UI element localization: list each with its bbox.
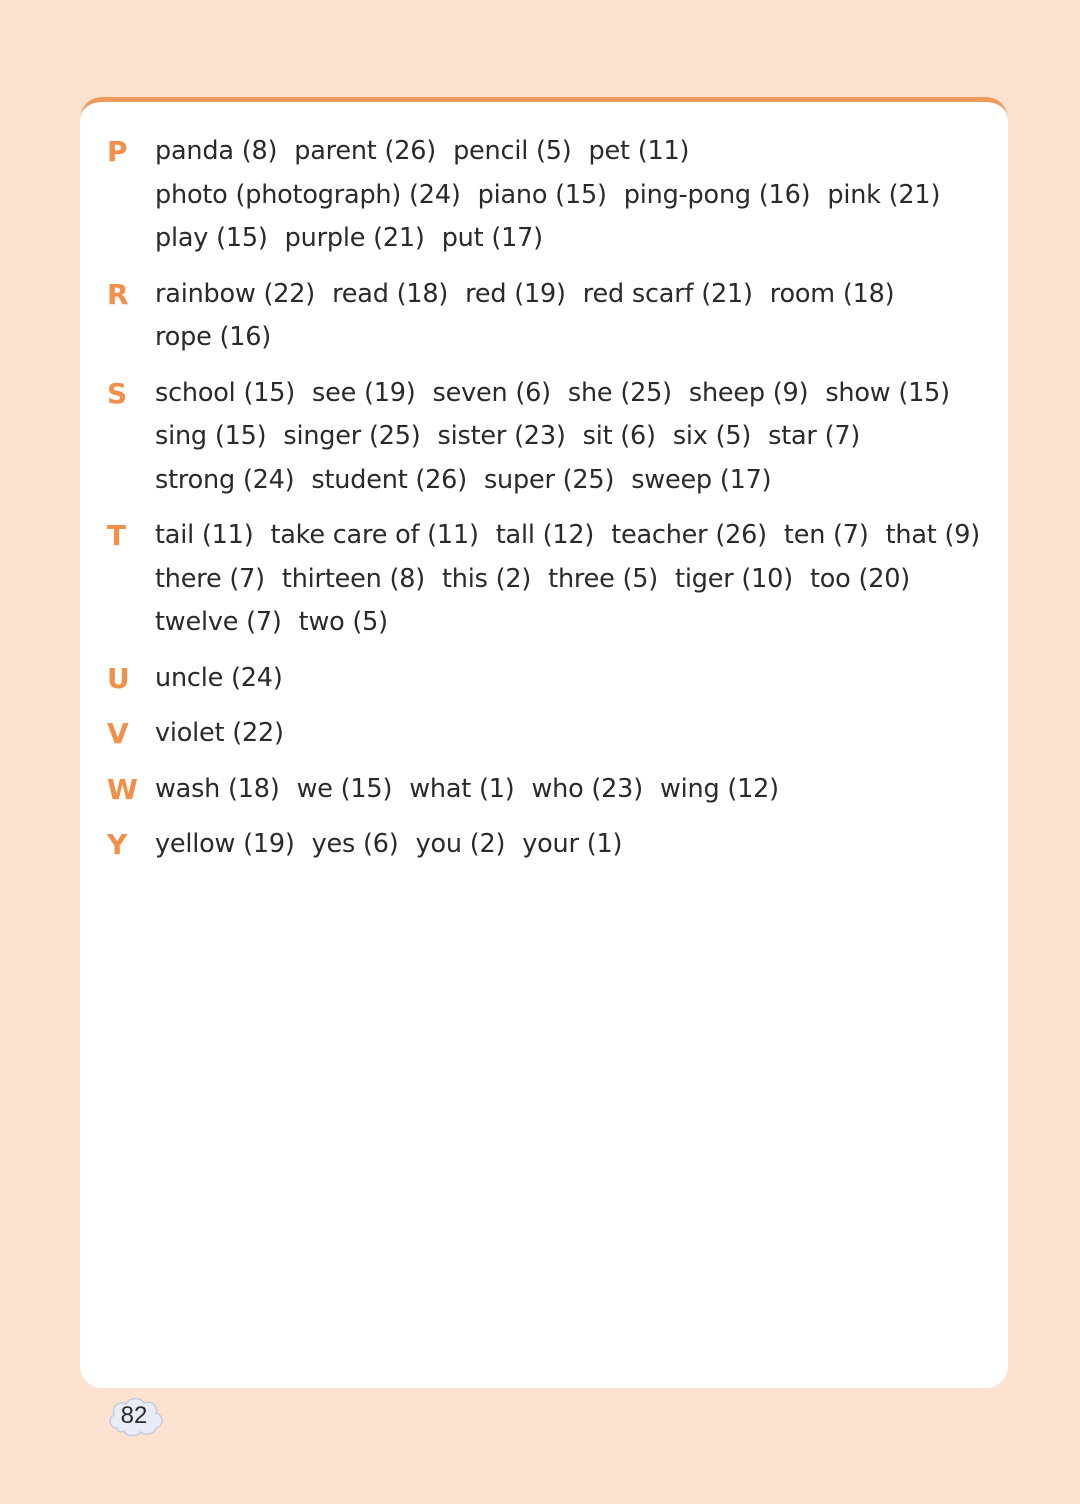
- word-entry: she (25): [567, 377, 672, 408]
- word-entry: wash (18): [155, 773, 280, 804]
- word-entry: red (19): [465, 278, 566, 309]
- word-entry: room (18): [769, 278, 895, 309]
- word-entry: student (26): [311, 464, 467, 495]
- word-line: [155, 217, 1008, 261]
- word-entry: red scarf (21): [582, 278, 753, 309]
- word-entry: three (5): [548, 563, 659, 594]
- section-v: [80, 712, 1008, 756]
- glossary-card: [80, 97, 1008, 1388]
- word-entry: take care of (11): [270, 520, 479, 550]
- word-entry: tall (12): [495, 520, 595, 550]
- word-entry: wing (12): [659, 773, 779, 804]
- word-entry: who (23): [531, 773, 643, 804]
- word-entry: yellow (19): [155, 829, 295, 859]
- word-entry: strong (24): [155, 464, 295, 495]
- word-entry: school (15): [155, 377, 296, 408]
- word-entry: six (5): [672, 421, 752, 451]
- word-entry: sit (6): [582, 421, 656, 451]
- word-entry: sweep (17): [631, 464, 772, 495]
- word-entry: you (2): [415, 829, 506, 859]
- word-entry: yes (6): [311, 829, 399, 859]
- word-entry: put (17): [441, 223, 543, 253]
- word-entry: pink (21): [827, 179, 941, 210]
- word-entries: [155, 823, 1008, 867]
- word-entry: your (1): [522, 829, 623, 859]
- section-y: [80, 823, 1008, 867]
- word-line: [155, 372, 1008, 416]
- section-letter: V: [107, 717, 129, 750]
- word-entry: show (15): [825, 377, 950, 408]
- section-letter: Y: [107, 828, 128, 861]
- section-p: [80, 130, 1008, 261]
- word-line: [155, 823, 1008, 867]
- section-letter: R: [107, 277, 129, 311]
- word-entry: singer (25): [283, 421, 421, 451]
- word-entry: tail (11): [155, 520, 254, 550]
- word-line: [155, 558, 1008, 602]
- word-entries: [155, 372, 1008, 503]
- word-entries: [155, 130, 1008, 261]
- word-entry: purple (21): [284, 223, 425, 253]
- word-line: [155, 273, 1008, 317]
- word-entries: [155, 712, 1008, 756]
- word-entry: star (7): [768, 421, 861, 451]
- section-u: [80, 657, 1008, 701]
- word-entry: twelve (7): [155, 607, 282, 637]
- page-number: 82: [120, 1402, 148, 1429]
- word-entry: uncle (24): [155, 662, 283, 693]
- word-entry: that (9): [885, 520, 981, 550]
- word-entry: ping-pong (16): [623, 179, 811, 210]
- section-letter: W: [107, 772, 138, 806]
- word-line: [155, 459, 1008, 503]
- word-entry: tiger (10): [675, 563, 793, 594]
- word-entry: photo (photograph) (24): [155, 179, 461, 210]
- word-entry: rope (16): [155, 322, 272, 352]
- word-entry: teacher (26): [611, 520, 767, 550]
- word-entry: pet (11): [588, 136, 690, 166]
- word-entry: see (19): [312, 377, 416, 408]
- word-entries: [155, 514, 1008, 645]
- word-entry: we (15): [296, 773, 393, 804]
- section-r: [80, 273, 1008, 360]
- section-w: [80, 768, 1008, 812]
- word-line: [155, 768, 1008, 812]
- word-entry: sheep (9): [688, 377, 809, 408]
- word-entry: sister (23): [437, 421, 566, 451]
- word-entry: play (15): [155, 223, 268, 253]
- word-entry: super (25): [483, 464, 615, 495]
- word-entry: pencil (5): [453, 136, 572, 166]
- word-entry: piano (15): [477, 179, 607, 210]
- page-number-badge: [107, 1394, 165, 1438]
- word-entry: this (2): [441, 563, 532, 594]
- section-letter: T: [107, 519, 127, 552]
- section-letter: U: [107, 661, 130, 695]
- word-entry: thirteen (8): [281, 563, 425, 594]
- word-entry: too (20): [809, 563, 911, 594]
- word-entry: ten (7): [783, 520, 869, 550]
- word-line: [155, 174, 1008, 218]
- word-entries: [155, 273, 1008, 360]
- word-line: [155, 415, 1008, 459]
- word-entry: two (5): [298, 607, 388, 637]
- word-entry: panda (8): [155, 136, 278, 166]
- section-t: [80, 514, 1008, 645]
- word-entry: sing (15): [155, 421, 267, 451]
- word-entries: [155, 657, 1008, 701]
- section-letter: P: [107, 135, 128, 168]
- word-line: [155, 316, 1008, 360]
- word-line: [155, 712, 1008, 756]
- word-entry: read (18): [332, 278, 449, 309]
- word-line: [155, 601, 1008, 645]
- section-s: [80, 372, 1008, 503]
- word-list: [80, 130, 1008, 867]
- word-entry: violet (22): [155, 718, 284, 748]
- word-entry: parent (26): [294, 136, 437, 166]
- word-line: [155, 130, 1008, 174]
- word-line: [155, 514, 1008, 558]
- word-entry: seven (6): [432, 377, 551, 408]
- word-entry: what (1): [409, 773, 515, 804]
- word-entry: there (7): [155, 563, 265, 594]
- word-entries: [155, 768, 1008, 812]
- word-entry: rainbow (22): [155, 278, 316, 309]
- section-letter: S: [107, 376, 128, 410]
- word-line: [155, 657, 1008, 701]
